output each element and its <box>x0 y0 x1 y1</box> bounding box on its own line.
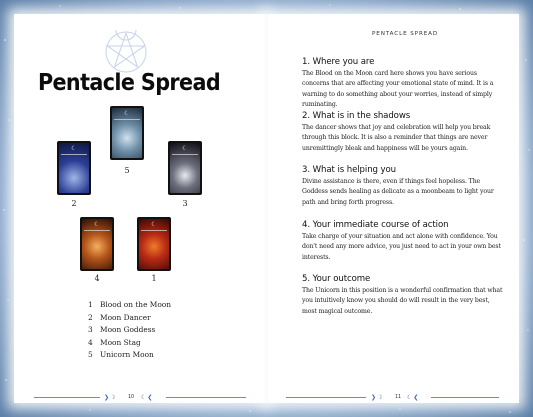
card-number-3: 3 <box>182 199 188 208</box>
section-body: The Blood on the Moon card here shows you have serious concerns that are affecting your emotional state of mind. It is a warning to do something about your worries, instead of simply ruminating. <box>302 70 494 109</box>
card-legend <box>88 299 238 362</box>
right-page-footer <box>268 393 519 403</box>
crescent-moon-icon: ☾ <box>182 145 188 152</box>
section-heading: 1. Where you are <box>302 57 375 67</box>
crescent-moon-icon: ☾ <box>124 110 130 117</box>
section-heading: 4. Your immediate course of action <box>302 220 449 230</box>
card-number-1: 1 <box>151 274 157 283</box>
moon-ornament-icon: ☾❮ <box>407 394 420 401</box>
section-body: Take charge of your situation and act alone with confidence. You don't need any more advice, you just need to act in your own best interests. <box>302 233 501 261</box>
legend-item: 3 Moon Goddess <box>88 325 156 335</box>
tarot-card-moon-goddess <box>168 141 202 195</box>
section-helping-you <box>302 165 506 208</box>
tarot-card-moon-stag <box>80 217 114 271</box>
section-heading: 3. What is helping you <box>302 165 397 175</box>
moon-ornament-icon: ❯☽ <box>371 394 384 401</box>
page-number: 10 <box>128 395 135 400</box>
running-head: PENTACLE SPREAD <box>372 31 439 37</box>
card-number-5: 5 <box>124 166 130 175</box>
tarot-card-blood-on-the-moon <box>137 217 171 271</box>
legend-item: 4 Moon Stag <box>88 337 141 347</box>
crescent-moon-icon: ☾ <box>151 221 157 228</box>
tarot-card-unicorn-moon <box>110 106 144 160</box>
moon-ornament-icon: ❯☽ <box>104 394 117 401</box>
page-number: 11 <box>395 395 402 400</box>
card-number-2: 2 <box>71 199 77 208</box>
legend-item: 2 Moon Dancer <box>88 312 151 322</box>
page-title: Pentacle Spread <box>37 70 221 96</box>
section-where-you-are <box>302 57 506 111</box>
section-in-the-shadows <box>302 111 506 154</box>
legend-item: 5 Unicorn Moon <box>88 350 154 360</box>
crescent-moon-icon: ☾ <box>71 145 77 152</box>
card-number-4: 4 <box>94 274 100 283</box>
section-heading: 2. What is in the shadows <box>302 111 411 121</box>
section-heading: 5. Your outcome <box>302 274 371 284</box>
left-page-footer <box>14 393 265 403</box>
crescent-moon-icon: ☾ <box>94 221 100 228</box>
section-course-of-action <box>302 220 506 263</box>
section-outcome <box>302 274 506 317</box>
section-body: The dancer shows that joy and celebration will help you break through this block. It is also a reminder that things are never unremittingly bleak and happiness will be yours again. <box>302 124 491 152</box>
section-body: Divine assistance is there, even if things feel hopeless. The Goddess sends healing as delicate as a moonbeam to light your path and bring forth progress. <box>302 178 494 206</box>
section-body: The Unicorn in this position is a wonderful confirmation that what you intuitively know you should do will result in the very best, most magical outcome. <box>302 287 503 315</box>
left-page <box>14 14 265 403</box>
tarot-card-moon-dancer <box>57 141 91 195</box>
legend-item: 1 Blood on the Moon <box>88 300 172 309</box>
moon-ornament-icon: ☾❮ <box>141 394 154 401</box>
